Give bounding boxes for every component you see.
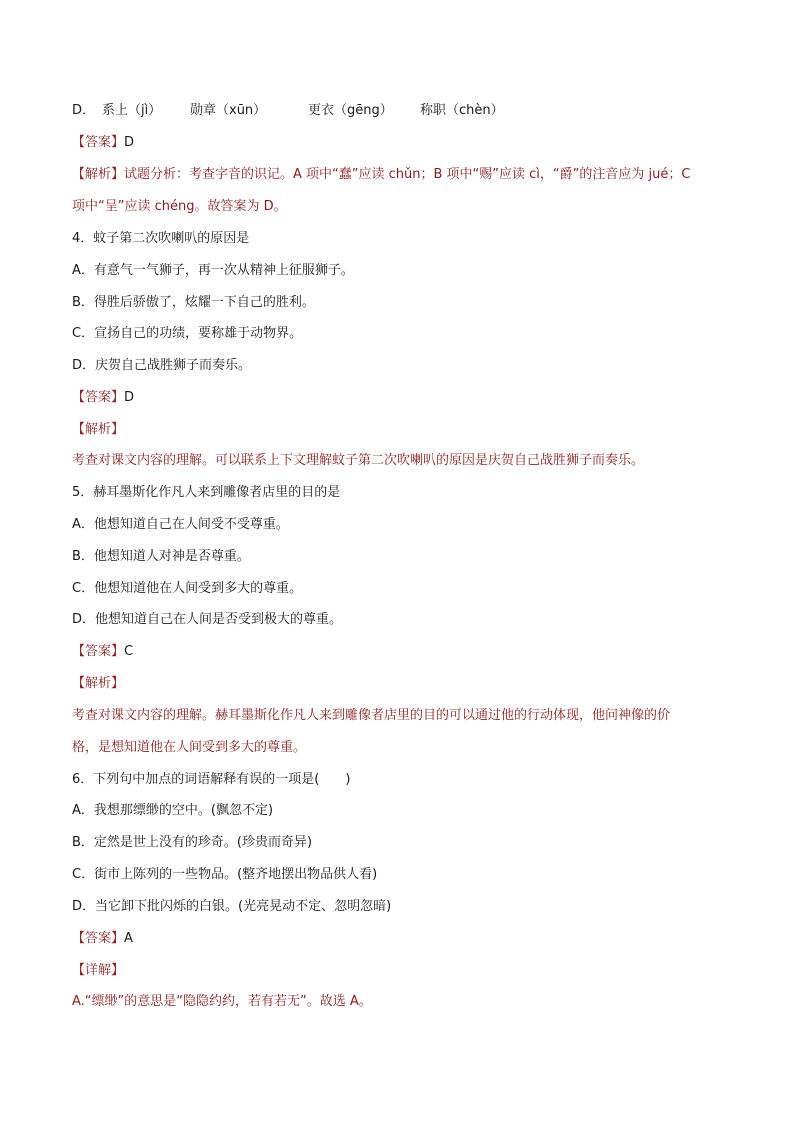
q3-option-d-item-3: 更衣（gēng） bbox=[308, 103, 393, 118]
q4-stem: 4．蚊子第二次吹喇叭的原因是 bbox=[72, 231, 250, 246]
q3-option-d-label: D． bbox=[72, 103, 96, 118]
answer-tag: 【答案】 bbox=[72, 390, 125, 405]
answer-value: C bbox=[124, 644, 134, 659]
q3-option-d-item-4: 称职（chèn） bbox=[420, 103, 504, 118]
q6-answer bbox=[72, 930, 133, 948]
analysis-tag: 【解析】 bbox=[72, 167, 125, 182]
q6-stem: 6．下列句中加点的词语解释有误的一项是( ) bbox=[72, 772, 351, 787]
q4-option-a: A．有意气一气狮子，再一次从精神上征服狮子。 bbox=[72, 263, 354, 278]
q4-option-b: B．得胜后骄傲了，炫耀一下自己的胜利。 bbox=[72, 295, 315, 310]
q4-option-d: D．庆贺自己战胜狮子而奏乐。 bbox=[72, 358, 252, 373]
q4-analysis-tag: 【解析】 bbox=[72, 422, 125, 437]
q3-option-d-item-2: 勋章（xūn） bbox=[190, 103, 267, 118]
q6-option-d: D．当它卸下批闪烁的白银。(光亮晃动不定、忽明忽暗) bbox=[72, 899, 392, 914]
q5-stem: 5．赫耳墨斯化作凡人来到雕像者店里的目的是 bbox=[72, 485, 341, 500]
q5-option-c: C．他想知道他在人间受到多大的尊重。 bbox=[72, 581, 303, 596]
q3-option-d-item-1: 系上（jì） bbox=[102, 103, 162, 118]
answer-value: A bbox=[124, 931, 133, 946]
q5-option-b: B．他想知道人对神是否尊重。 bbox=[72, 549, 250, 564]
q5-analysis-line-2: 格，是想知道他在人间受到多大的尊重。 bbox=[72, 740, 307, 755]
q6-detail-tag: 【详解】 bbox=[72, 963, 125, 978]
q4-analysis-text: 考查对课文内容的理解。可以联系上下文理解蚊子第二次吹喇叭的原因是庆贺自己战胜狮子而奏乐。 bbox=[72, 453, 645, 468]
q5-answer bbox=[72, 643, 133, 661]
answer-tag: 【答案】 bbox=[72, 644, 125, 659]
q3-analysis-line-2: 项中“呈”应读 chéng。故答案为 D。 bbox=[72, 199, 287, 214]
q5-analysis-tag: 【解析】 bbox=[72, 676, 125, 691]
q6-option-b: B．定然是世上没有的珍奇。(珍贵而奇异) bbox=[72, 835, 313, 850]
q4-answer bbox=[72, 389, 134, 407]
answer-tag: 【答案】 bbox=[72, 931, 125, 946]
q6-option-c: C．街市上陈列的一些物品。(整齐地摆出物品供人看) bbox=[72, 867, 378, 882]
answer-value: D bbox=[124, 135, 135, 150]
q4-option-c: C．宣扬自己的功绩，要称雄于动物界。 bbox=[72, 326, 303, 341]
q3-analysis-line-1 bbox=[72, 166, 690, 184]
analysis-text: 试题分析：考查字音的识记。A 项中“蠢”应读 chǔn；B 项中“赐”应读 cì，“爵”的注音应为 jué；C bbox=[124, 167, 691, 182]
q6-detail-text: A.“缥缈”的意思是“隐隐约约，若有若无”。故选 A。 bbox=[72, 994, 372, 1009]
answer-value: D bbox=[124, 390, 135, 405]
answer-tag: 【答案】 bbox=[72, 135, 125, 150]
q6-option-a: A．我想那缥缈的空中。(飘忽不定) bbox=[72, 803, 274, 818]
q5-option-d: D．他想知道自己在人间是否受到极大的尊重。 bbox=[72, 612, 343, 627]
q5-analysis-line-1: 考查对课文内容的理解。赫耳墨斯化作凡人来到雕像者店里的目的可以通过他的行动体现，他问神像的价 bbox=[72, 708, 671, 723]
q5-option-a: A．他想知道自己在人间受不受尊重。 bbox=[72, 517, 289, 532]
q3-answer bbox=[72, 134, 134, 152]
